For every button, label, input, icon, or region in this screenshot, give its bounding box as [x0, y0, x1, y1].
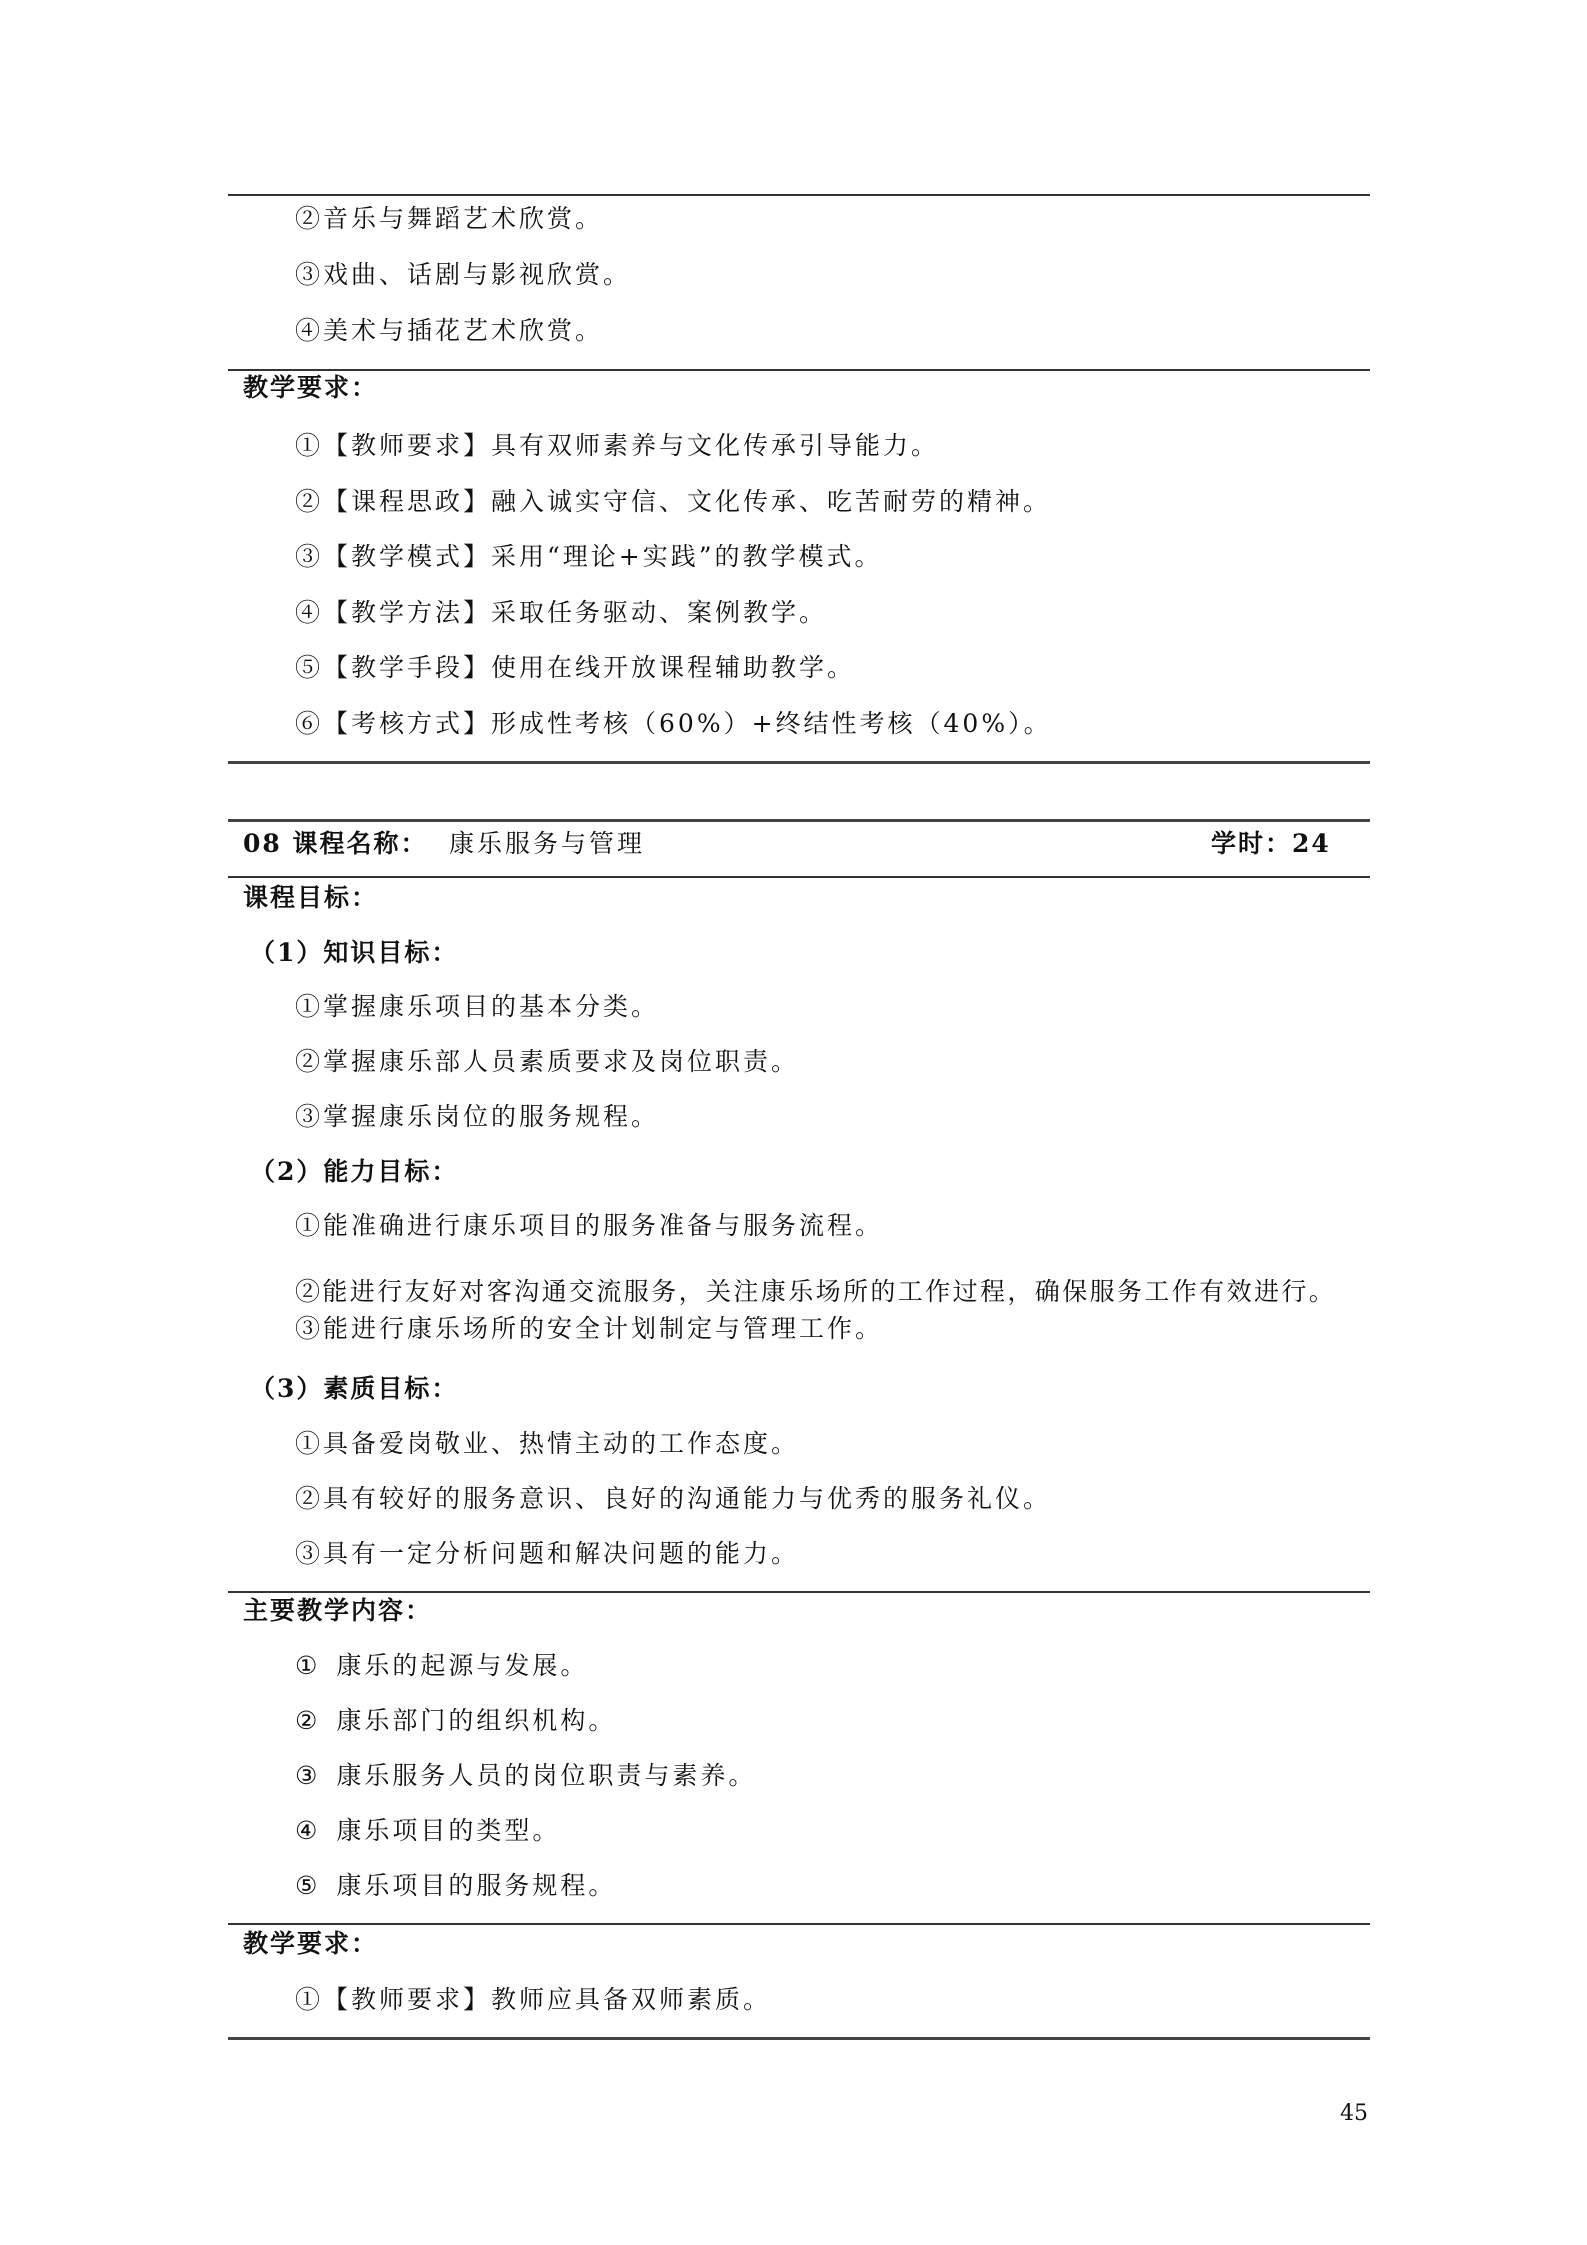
section-rule [228, 369, 1370, 371]
requirement-item: ①【教师要求】教师应具备双师素质。 [295, 1985, 772, 2014]
course-name: 康乐服务与管理 [449, 829, 646, 858]
page-number: 45 [1340, 2101, 1368, 2126]
item-number: ② [295, 1706, 321, 1735]
requirement-item: ③【教学模式】采用“理论+实践”的教学模式。 [295, 542, 883, 571]
knowledge-item: ③掌握康乐岗位的服务规程。 [295, 1102, 660, 1131]
ability-item: ①能准确进行康乐项目的服务准备与服务流程。 [295, 1211, 884, 1240]
course-hours: 学时：24 [1211, 829, 1331, 858]
item-number: ④ [295, 1816, 321, 1845]
ability-heading: （2）能力目标： [250, 1157, 459, 1186]
item-text: 康乐的起源与发展。 [336, 1651, 589, 1680]
content-item [295, 1870, 616, 1902]
content-item: ③戏曲、话剧与影视欣赏。 [295, 260, 632, 289]
content-item: ②音乐与舞蹈艺术欣赏。 [295, 204, 604, 233]
content-item [295, 1650, 588, 1682]
quality-heading: （3）素质目标： [250, 1374, 459, 1403]
requirement-item: ①【教师要求】具有双师素养与文化传承引导能力。 [295, 431, 940, 460]
item-text: 康乐项目的服务规程。 [336, 1871, 617, 1900]
requirements-heading: 教学要求： [243, 1929, 379, 1958]
quality-item: ②具有较好的服务意识、良好的沟通能力与优秀的服务礼仪。 [295, 1484, 1052, 1513]
content-item [295, 1760, 756, 1792]
ability-item: ③能进行康乐场所的安全计划制定与管理工作。 [295, 1314, 884, 1343]
objectives-heading: 课程目标： [243, 883, 379, 912]
item-text: 康乐部门的组织机构。 [336, 1706, 617, 1735]
item-text: 康乐服务人员的岗位职责与素养。 [336, 1761, 757, 1790]
requirements-heading: 教学要求： [243, 373, 379, 402]
content-item [295, 1705, 616, 1737]
item-number: ③ [295, 1761, 321, 1790]
course-header [243, 826, 1343, 862]
quality-item: ①具备爱岗敬业、热情主动的工作态度。 [295, 1429, 800, 1458]
content-item [295, 1815, 560, 1847]
knowledge-heading: （1）知识目标： [250, 938, 459, 967]
item-number: ⑤ [295, 1871, 321, 1900]
knowledge-item: ①掌握康乐项目的基本分类。 [295, 992, 660, 1021]
ability-item: ②能进行友好对客沟通交流服务，关注康乐场所的工作过程，确保服务工作有效进行。 [295, 1277, 1337, 1306]
requirement-item: ④【教学方法】采取任务驱动、案例教学。 [295, 598, 828, 627]
section-rule [228, 876, 1370, 878]
table-bottom-rule [228, 761, 1370, 764]
requirement-item: ⑤【教学手段】使用在线开放课程辅助教学。 [295, 653, 856, 682]
quality-item: ③具有一定分析问题和解决问题的能力。 [295, 1539, 800, 1568]
table-top-rule [228, 194, 1370, 196]
knowledge-item: ②掌握康乐部人员素质要求及岗位职责。 [295, 1047, 800, 1076]
item-text: 康乐项目的类型。 [336, 1816, 561, 1845]
course-top-rule [228, 819, 1370, 822]
content-item: ④美术与插花艺术欣赏。 [295, 316, 604, 345]
table-bottom-rule [228, 2037, 1370, 2040]
course-label: 08 课程名称： [243, 829, 428, 858]
section-rule [228, 1923, 1370, 1925]
requirement-item: ⑥【考核方式】形成性考核（60%）+终结性考核（40%）。 [295, 709, 1052, 738]
section-rule [228, 1591, 1370, 1593]
requirement-item: ②【课程思政】融入诚实守信、文化传承、吃苦耐劳的精神。 [295, 487, 1052, 516]
content-heading: 主要教学内容： [243, 1596, 433, 1625]
item-number: ① [295, 1651, 321, 1680]
